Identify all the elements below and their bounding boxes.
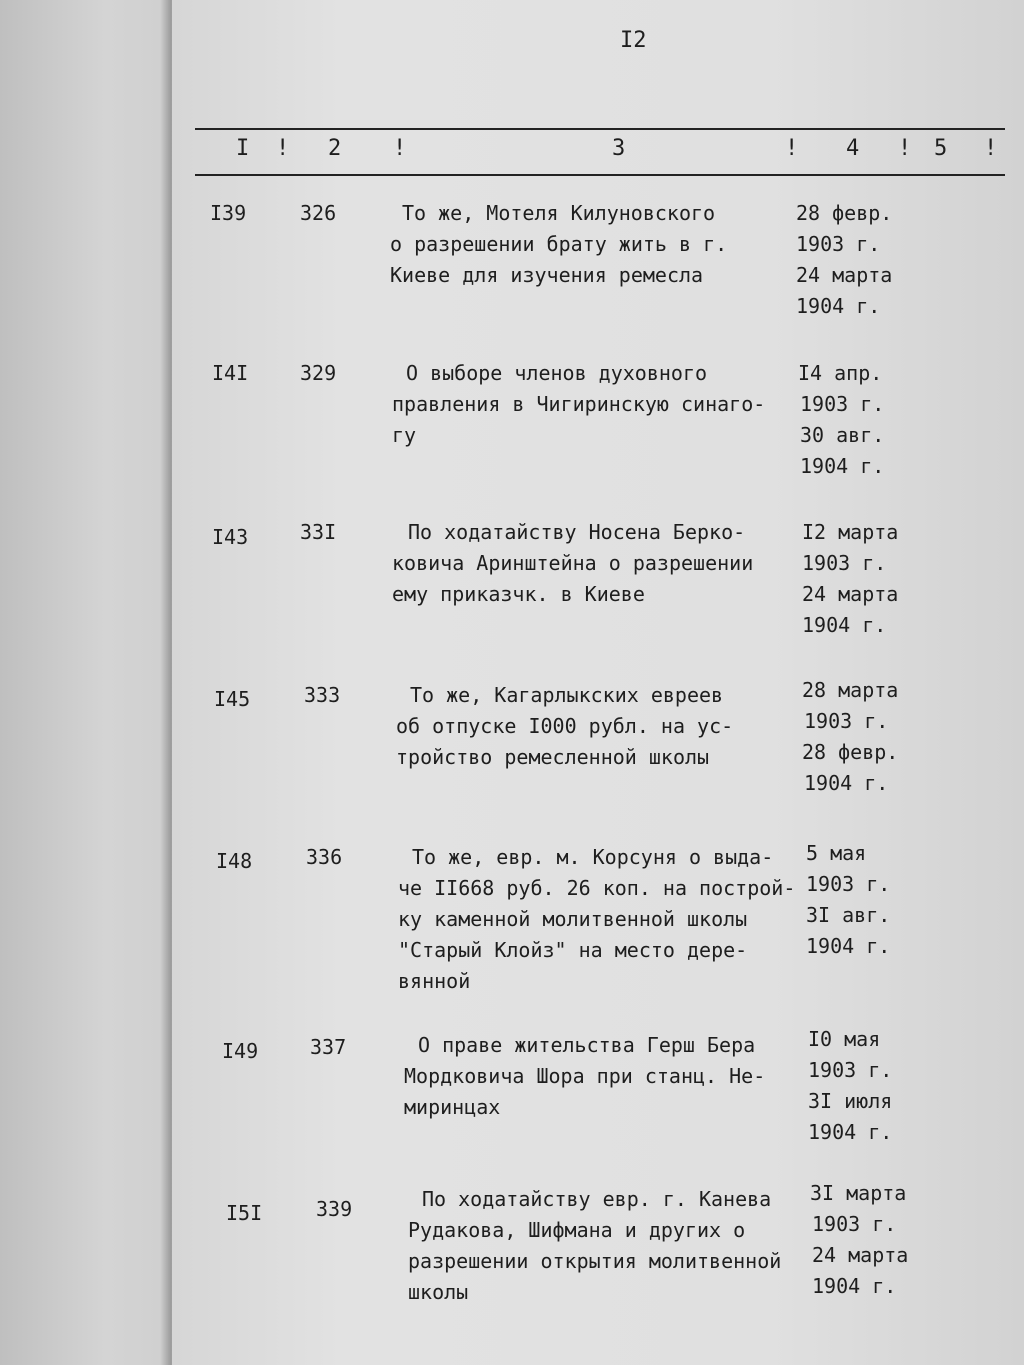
description-line: Киеве для изучения ремесла <box>390 263 704 287</box>
description-line: школы <box>408 1280 469 1304</box>
date-line: 3I марта <box>810 1181 907 1205</box>
description-line: разрешении открытия молитвенной <box>408 1249 782 1273</box>
date-line: 24 марта <box>812 1243 909 1267</box>
date-line: 30 авг. <box>800 423 885 447</box>
header-bottom-rule <box>195 174 1005 176</box>
date-line: 24 марта <box>796 263 893 287</box>
description-line: че II668 руб. 26 коп. на построй- <box>398 876 796 900</box>
description-line: То же, Мотеля Килуновского <box>402 201 716 225</box>
date-line: 1903 г. <box>796 232 881 256</box>
date-line: 1903 г. <box>802 551 887 575</box>
date-line: 1903 г. <box>808 1058 893 1082</box>
header-col-3: 3 <box>612 136 626 161</box>
date-line: 3I июля <box>808 1089 893 1113</box>
description-line: о разрешении брату жить в г. <box>390 232 728 256</box>
description-line: Мордковича Шора при станц. Не- <box>404 1064 766 1088</box>
header-col-4: 4 <box>846 136 860 161</box>
description-line: гу <box>392 423 417 447</box>
header-separator: ! <box>393 136 407 161</box>
description-line: По ходатайству Носена Берко- <box>408 520 746 544</box>
header-col-1: I <box>236 136 250 161</box>
description-line: О выборе членов духовного <box>406 361 708 385</box>
date-line: I4 апр. <box>798 361 883 385</box>
description-line: По ходатайству евр. г. Канева <box>422 1187 772 1211</box>
description-line: миринцах <box>404 1095 501 1119</box>
row-number: I45 <box>214 687 251 711</box>
date-line: 1904 г. <box>800 454 885 478</box>
header-top-rule <box>195 128 1005 130</box>
description-line: То же, евр. м. Корсуня о выда- <box>412 845 774 869</box>
date-line: 1904 г. <box>804 771 889 795</box>
archive-code: 337 <box>310 1035 347 1059</box>
previous-page <box>0 0 175 1365</box>
row-number: I48 <box>216 849 253 873</box>
header-separator: ! <box>984 136 998 161</box>
row-number: I49 <box>222 1039 259 1063</box>
description-line: О праве жительства Герш Бера <box>418 1033 756 1057</box>
date-line: 28 февр. <box>802 740 899 764</box>
date-line: 5 мая <box>806 841 867 865</box>
description-line: "Старый Клойз" на место дере- <box>398 938 748 962</box>
description-line: ковича Аринштейна о разрешении <box>392 551 754 575</box>
description-line: ку каменной молитвенной школы <box>398 907 748 931</box>
header-separator: ! <box>785 136 799 161</box>
date-line: I0 мая <box>808 1027 881 1051</box>
description-line: То же, Кагарлыкских евреев <box>410 683 724 707</box>
date-line: 1904 г. <box>808 1120 893 1144</box>
date-line: 1904 г. <box>812 1274 897 1298</box>
description-line: об отпуске I000 рубл. на ус- <box>396 714 734 738</box>
description-line: Рудакова, Шифмана и других о <box>408 1218 746 1242</box>
date-line: 24 марта <box>802 582 899 606</box>
row-number: I39 <box>210 201 247 225</box>
header-col-5: 5 <box>934 136 948 161</box>
archive-code: 339 <box>316 1197 353 1221</box>
archive-code: 333 <box>304 683 341 707</box>
description-line: тройство ремесленной школы <box>396 745 710 769</box>
date-line: 1903 г. <box>812 1212 897 1236</box>
date-line: 1904 г. <box>796 294 881 318</box>
header-col-2: 2 <box>328 136 342 161</box>
page-number: I2 <box>620 28 647 53</box>
archive-code: 329 <box>300 361 337 385</box>
row-number: I5I <box>226 1201 263 1225</box>
row-number: I43 <box>212 525 249 549</box>
date-line: 1903 г. <box>806 872 891 896</box>
header-separator: ! <box>898 136 912 161</box>
description-line: правления в Чигиринскую синаго- <box>392 392 766 416</box>
row-number: I4I <box>212 361 249 385</box>
date-line: 28 февр. <box>796 201 893 225</box>
description-line: ему приказчк. в Киеве <box>392 582 645 606</box>
date-line: 1904 г. <box>802 613 887 637</box>
date-line: 1904 г. <box>806 934 891 958</box>
date-line: 3I авг. <box>806 903 891 927</box>
date-line: I2 марта <box>802 520 899 544</box>
header-separator: ! <box>276 136 290 161</box>
description-line: вянной <box>398 969 471 993</box>
date-line: 28 марта <box>802 678 899 702</box>
date-line: 1903 г. <box>800 392 885 416</box>
archive-code: 326 <box>300 201 337 225</box>
archive-code: 336 <box>306 845 343 869</box>
archive-code: 33I <box>300 520 337 544</box>
date-line: 1903 г. <box>804 709 889 733</box>
